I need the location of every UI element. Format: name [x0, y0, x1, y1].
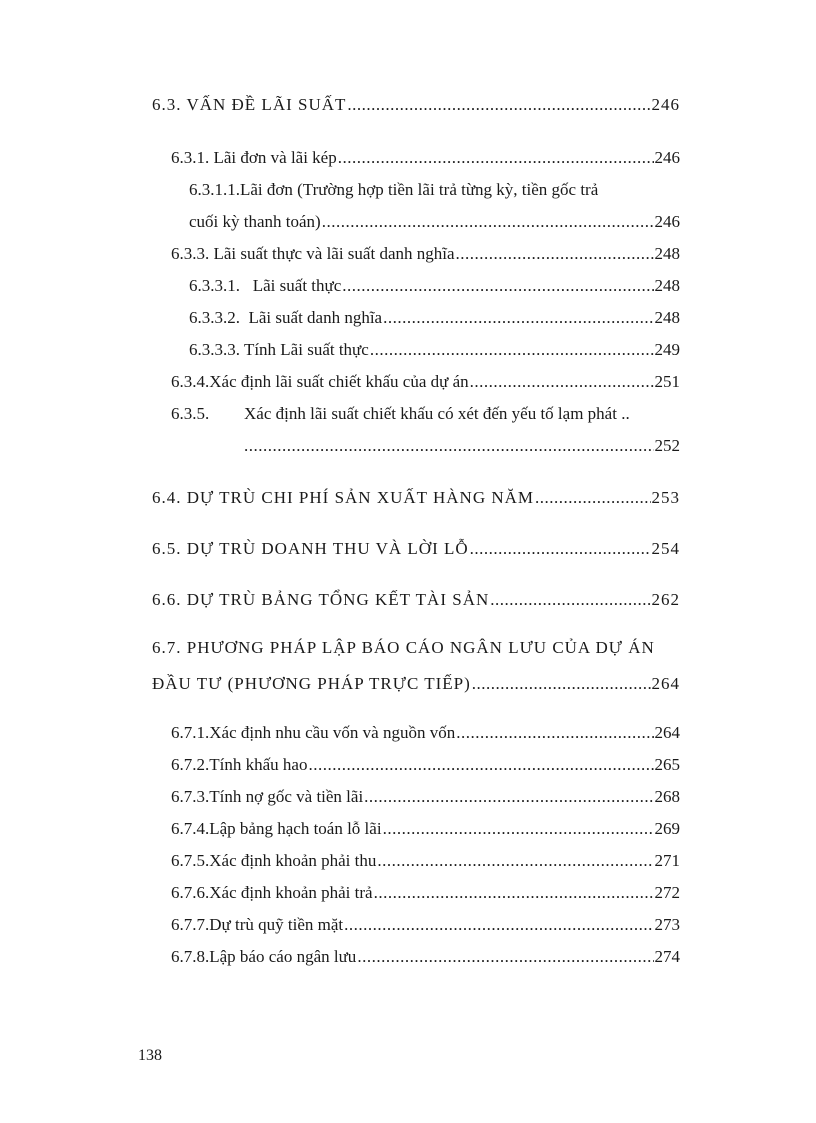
dot-leader: [456, 243, 654, 265]
toc-entry-page: 248: [654, 276, 680, 295]
toc-entry-6-4[interactable]: [152, 487, 680, 509]
toc-entry-title: 6.3. VẤN ĐỀ LÃI SUẤT: [152, 95, 347, 114]
toc-entry-title: 6.5. DỰ TRÙ DOANH THU VÀ LỜI LỖ: [152, 539, 469, 558]
dot-leader: [470, 371, 654, 393]
toc-entry-page: 269: [654, 819, 680, 838]
toc-entry-page: 264: [651, 674, 680, 693]
toc-entry-title: Tính khấu hao: [209, 755, 308, 774]
dot-leader: [357, 946, 653, 968]
toc-entry-page: 268: [654, 787, 680, 806]
dot-leader: [308, 754, 653, 776]
page-number: 138: [138, 1047, 162, 1064]
toc-entry-title: ĐẦU TƯ (PHƯƠNG PHÁP TRỰC TIẾP): [152, 674, 471, 693]
dot-leader: [374, 882, 654, 904]
toc-entry-page: 248: [654, 308, 680, 327]
toc-entry-number: 6.7.4.: [171, 819, 210, 838]
toc-entry-title: Xác định lãi suất chiết khấu của dự án: [209, 372, 469, 391]
toc-entry-6-7-line2[interactable]: [152, 673, 680, 695]
dot-leader: [344, 914, 653, 936]
dot-leader: [364, 786, 653, 808]
toc-entry-page: 248: [654, 244, 680, 263]
toc-entry-6-7-4[interactable]: [171, 818, 680, 840]
toc-entry-page: 264: [654, 723, 680, 742]
toc-entry-page: 246: [654, 212, 680, 231]
toc-entry-page: 253: [651, 488, 680, 507]
toc-entry-page: 249: [654, 340, 680, 359]
toc-entry-page: 265: [654, 755, 680, 774]
toc-entry-6-7-5[interactable]: [171, 850, 680, 872]
toc-entry-title: 6.3.3.2. Lãi suất danh nghĩa: [189, 308, 383, 327]
toc-entry-title: Lập báo cáo ngân lưu: [209, 947, 357, 966]
toc-entry-title: 6.3.3. Lãi suất thực và lãi suất danh nghĩa: [171, 244, 455, 263]
toc-entry-title: Tính nợ gốc và tiền lãi: [209, 787, 364, 806]
toc-entry-6-7-1[interactable]: [171, 722, 680, 744]
toc-entry-page: 274: [654, 947, 680, 966]
dot-leader: [490, 589, 650, 611]
toc-entry-number: 6.7.6.: [171, 883, 210, 902]
toc-entry-page: 254: [651, 539, 680, 558]
toc-entry-page: 273: [654, 915, 680, 934]
toc-entry-6-7-2[interactable]: [171, 754, 680, 776]
toc-entry-title: Dự trù quỹ tiền mặt: [209, 915, 344, 934]
toc-entry-6-5[interactable]: [152, 538, 680, 560]
toc-entry-title: 6.3.1. Lãi đơn và lãi kép: [171, 148, 337, 167]
toc-entry-number: 6.7.5.: [171, 851, 210, 870]
dot-leader: [456, 722, 653, 744]
toc-entry-6-3-5-line1[interactable]: [171, 403, 680, 425]
dot-leader: [470, 538, 651, 560]
toc-entry-title: 6.4. DỰ TRÙ CHI PHÍ SẢN XUẤT HÀNG NĂM: [152, 488, 535, 507]
toc-entry-6-6[interactable]: [152, 589, 680, 611]
toc-entry-6-3-3-1[interactable]: [189, 275, 680, 297]
toc-entry-6-3-1-1-line2[interactable]: [189, 211, 680, 233]
toc-entry-page: 252: [654, 436, 680, 455]
toc-entry-6-7-8[interactable]: [171, 946, 680, 968]
toc-entry-title: 6.6. DỰ TRÙ BẢNG TỔNG KẾT TÀI SẢN: [152, 590, 490, 609]
dot-leader: [342, 275, 653, 297]
toc-entry-title: Lập bảng hạch toán lỗ lãi: [209, 819, 382, 838]
dot-leader: [322, 211, 654, 233]
toc-entry-6-3-5-line2[interactable]: [244, 435, 680, 457]
toc-entry-6-3-3[interactable]: [171, 243, 680, 265]
toc-entry-page: 262: [651, 590, 680, 609]
toc-entry-6-7-7[interactable]: [171, 914, 680, 936]
toc-entry-page: 251: [654, 372, 680, 391]
toc-entry-title: cuối kỳ thanh toán): [189, 212, 321, 231]
toc-entry-6-3-1[interactable]: [171, 147, 680, 169]
toc-entry-title: Xác định khoản phải thu: [209, 851, 377, 870]
toc-entry-title: Xác định khoản phải trả: [209, 883, 373, 902]
dot-leader: [383, 307, 653, 329]
dot-leader: [244, 435, 654, 457]
dot-leader: [535, 487, 650, 509]
toc-entry-number: 6.7.7.: [171, 915, 210, 934]
toc-entry-title: Xác định lãi suất chiết khấu có xét đến yếu tố lạm phát ..: [244, 404, 630, 423]
toc-entry-title: 6.3.3.3. Tính Lãi suất thực: [189, 340, 369, 359]
toc-entry-6-3[interactable]: [152, 94, 680, 116]
toc-entry-number: 6.7.1.: [171, 723, 210, 742]
toc-entry-number: 6.3.4.: [171, 372, 210, 391]
dot-leader: [377, 850, 653, 872]
toc-entry-6-3-3-2[interactable]: [189, 307, 680, 329]
toc-entry-number: 6.7.3.: [171, 787, 210, 806]
toc-entry-6-3-4[interactable]: [171, 371, 680, 393]
toc-entry-6-7-3[interactable]: [171, 786, 680, 808]
dot-leader: [347, 94, 650, 116]
dot-leader: [383, 818, 654, 840]
toc-entry-number: 6.7.8.: [171, 947, 210, 966]
toc-entry-number: 6.7.2.: [171, 755, 210, 774]
toc-entry-number: 6.3.5.: [171, 404, 210, 423]
toc-entry-6-7-6[interactable]: [171, 882, 680, 904]
toc-entry-6-3-3-3[interactable]: [189, 339, 680, 361]
toc-entry-page: 272: [654, 883, 680, 902]
toc-entry-title: 6.3.3.1. Lãi suất thực: [189, 276, 342, 295]
toc-entry-page: 246: [651, 95, 680, 114]
toc-entry-6-3-1-1-line1[interactable]: 6.3.1.1.Lãi đơn (Trường hợp tiền lãi trả từng kỳ, tiền gốc trả: [189, 180, 599, 199]
toc-entry-6-7-line1[interactable]: 6.7. PHƯƠNG PHÁP LẬP BÁO CÁO NGÂN LƯU CỦA DỰ ÁN: [152, 638, 655, 657]
toc-entry-page: 246: [654, 148, 680, 167]
toc-entry-title: Xác định nhu cầu vốn và nguồn vốn: [209, 723, 456, 742]
toc-entry-page: 271: [654, 851, 680, 870]
dot-leader: [472, 673, 651, 695]
dot-leader: [370, 339, 654, 361]
dot-leader: [338, 147, 654, 169]
